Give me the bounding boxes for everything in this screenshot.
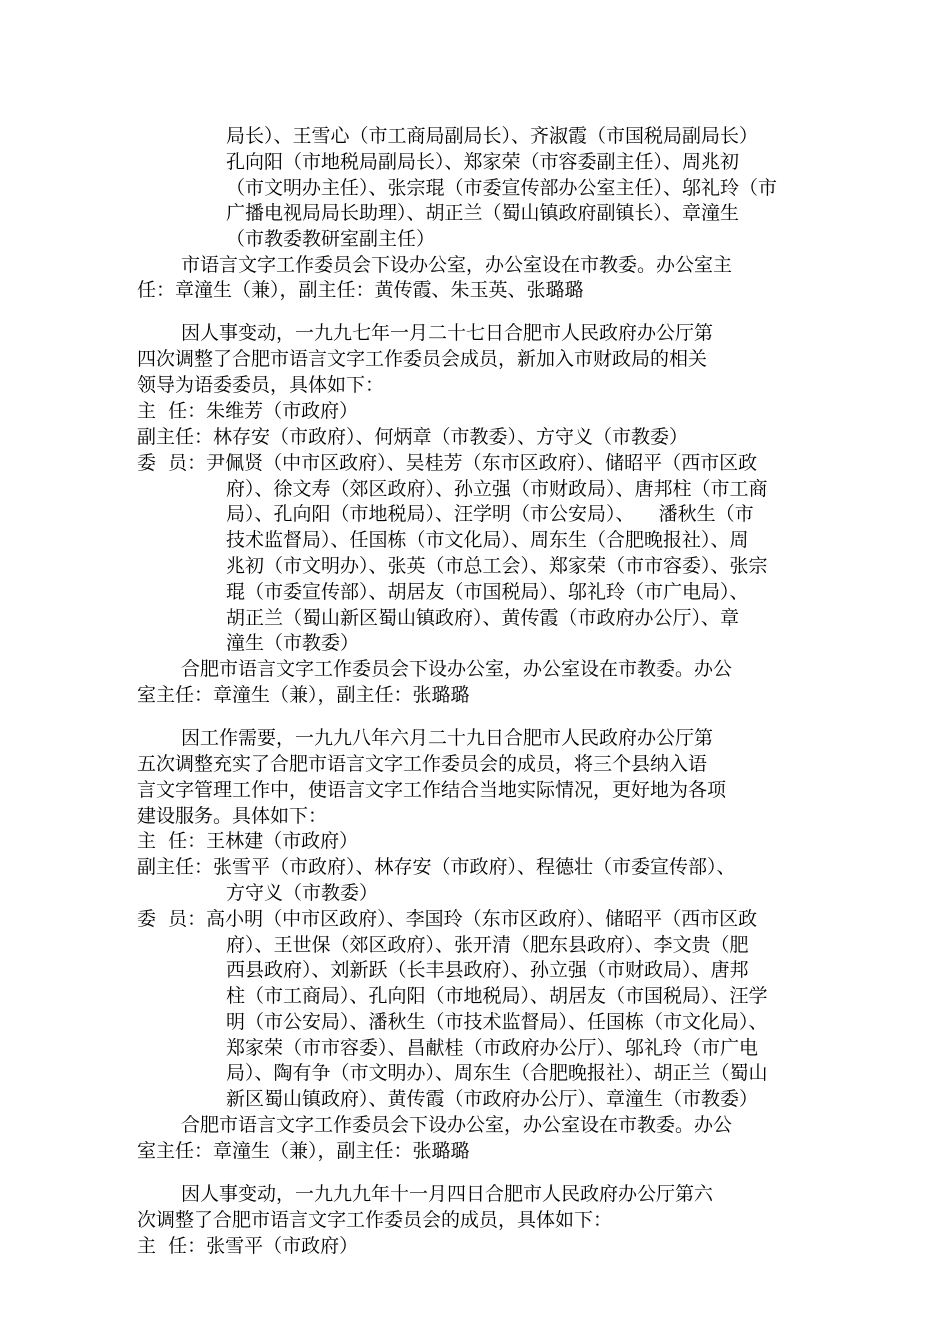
text-line: 技术监督局）、任国栋（市文化局）、周东生（合肥晚报社）、周: [226, 529, 749, 551]
text-line: 合肥市语言文字工作委员会下设办公室，办公室设在市教委。办公: [181, 658, 733, 680]
text-line: 新区蜀山镇政府）、黄传霞（市政府办公厅）、章潼生（市教委）: [226, 1088, 759, 1110]
text-line: 胡正兰（蜀山新区蜀山镇政府）、黄传霞（市政府办公厅）、章: [226, 607, 740, 629]
text-line: 副主任：林存安（市政府）、何炳章（市教委）、方守义（市教委）: [137, 426, 689, 448]
text-line: 因人事变动，一九九七年一月二十七日合肥市人民政府办公厅第: [181, 322, 714, 344]
text-line: 郑家荣（市市容委）、昌献桂（市政府办公厅）、邬礼玲（市广电: [226, 1037, 759, 1059]
text-line: 五次调整充实了合肥市语言文字工作委员会的成员，将三个县纳入语: [137, 753, 708, 775]
text-line: 室主任：章潼生（兼），副主任：张璐璐: [137, 684, 470, 706]
text-line: （市文明办主任）、张宗琨（市委宣传部办公室主任）、邬礼玲（市: [226, 177, 778, 199]
text-line: 局）、陶有争（市文明办）、周东生（合肥晚报社）、胡正兰（蜀山: [226, 1062, 768, 1084]
text-line: 局长）、王雪心（市工商局副局长）、齐淑霞（市国税局副局长）: [226, 125, 759, 147]
text-line: 市语言文字工作委员会下设办公室，办公室设在市教委。办公室主: [181, 254, 733, 276]
text-line: 广播电视局局长助理）、胡正兰（蜀山镇政府副镇长）、章潼生: [226, 202, 740, 224]
text-line: 言文字管理工作中，使语言文字工作结合当地实际情况，更好地为各项: [137, 779, 727, 801]
text-line: 任：章潼生（兼），副主任：黄传霞、朱玉英、张璐璐: [137, 279, 584, 301]
text-line: 主 任：朱维芳（市政府）: [137, 400, 359, 422]
text-line: 建设服务。具体如下：: [137, 805, 328, 827]
text-line: 兆初（市文明办）、张英（市总工会）、郑家荣（市市容委）、张宗: [226, 555, 768, 577]
text-line: 副主任：张雪平（市政府）、林存安（市政府）、程德壮（市委宣传部）、: [137, 856, 736, 878]
text-line: 四次调整了合肥市语言文字工作委员会成员，新加入市财政局的相关: [137, 348, 708, 370]
text-line: 方守义（市教委）: [226, 882, 379, 904]
text-line: 室主任：章潼生（兼），副主任：张璐璐: [137, 1140, 470, 1162]
text-line: 合肥市语言文字工作委员会下设办公室，办公室设在市教委。办公: [181, 1114, 733, 1136]
text-line: 孔向阳（市地税局副局长）、郑家荣（市容委副主任）、周兆初: [226, 151, 740, 173]
text-line: 府）、徐文寿（郊区政府）、孙立强（市财政局）、唐邦柱（市工商: [226, 478, 768, 500]
text-line: 明（市公安局）、潘秋生（市技术监督局）、任国栋（市文化局）、: [226, 1011, 768, 1033]
text-line: 因工作需要，一九九八年六月二十九日合肥市人民政府办公厅第: [181, 727, 714, 749]
text-line: 府）、王世保（郊区政府）、张开清（肥东县政府）、李文贵（肥: [226, 934, 749, 956]
text-line: 琨（市委宣传部）、胡居友（市国税局）、邬礼玲（市广电局）、: [226, 581, 749, 603]
text-line: 主 任：张雪平（市政府）: [137, 1235, 359, 1257]
text-line: 局）、孔向阳（市地税局）、汪学明（市公安局）、 潘秋生（市: [226, 503, 754, 525]
text-line: 潼生（市教委）: [226, 632, 360, 654]
text-line: （市教委教研室副主任）: [226, 228, 436, 250]
text-line: 主 任：王林建（市政府）: [137, 830, 359, 852]
text-line: 委 员：高小明（中市区政府）、李国玲（东市区政府）、储昭平（西市区政: [137, 908, 758, 930]
text-line: 领导为语委委员，具体如下：: [137, 374, 385, 396]
text-line: 西县政府）、刘新跃（长丰县政府）、孙立强（市财政局）、唐邦: [226, 959, 749, 981]
text-line: 委 员：尹佩贤（中市区政府）、吴桂芳（东市区政府）、储昭平（西市区政: [137, 452, 758, 474]
text-line: 次调整了合肥市语言文字工作委员会的成员，具体如下：: [137, 1209, 613, 1231]
text-line: 因人事变动，一九九九年十一月四日合肥市人民政府办公厅第六: [181, 1183, 714, 1205]
text-line: 柱（市工商局）、孔向阳（市地税局）、胡居友（市国税局）、汪学: [226, 985, 768, 1007]
